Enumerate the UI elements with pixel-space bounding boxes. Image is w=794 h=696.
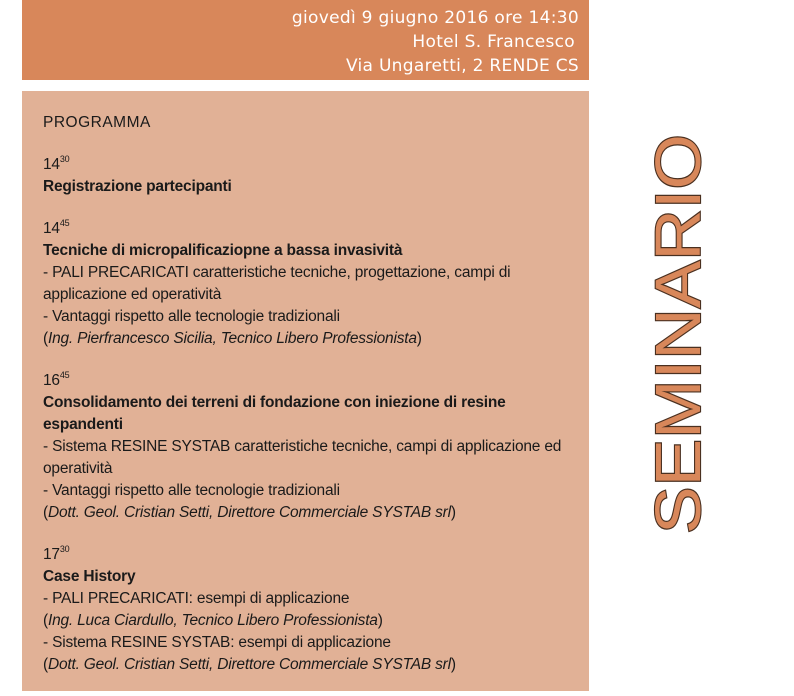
- program-panel: [22, 91, 589, 691]
- program-content: [43, 112, 571, 696]
- event-date: giovedì 9 giugno 2016 ore 14:30: [291, 8, 579, 28]
- session-case-history: [43, 544, 571, 676]
- session-speaker: (Dott. Geol. Cristian Setti, Direttore Commerciale SYSTAB srl): [43, 656, 456, 673]
- session-resins: [43, 370, 571, 524]
- session-title: Registrazione partecipanti: [43, 178, 232, 195]
- session-registration: [43, 154, 571, 198]
- session-item: - Sistema RESINE SYSTAB caratteristiche tecniche, campi di applicazione ed operatività: [43, 438, 562, 477]
- session-speaker: (Dott. Geol. Cristian Setti, Direttore Commerciale SYSTAB srl): [43, 504, 456, 521]
- event-header: [22, 0, 589, 80]
- session-item: - Vantaggi rispetto alle tecnologie tradizionali: [43, 308, 340, 325]
- session-item: - PALI PRECARICATI caratteristiche tecniche, progettazione, campi di applicazione ed operatività: [43, 264, 511, 303]
- session-speaker: (Ing. Pierfrancesco Sicilia, Tecnico Libero Professionista): [43, 330, 422, 347]
- session-item: - Vantaggi rispetto alle tecnologie tradizionali: [43, 482, 340, 499]
- session-time: $14^{30}$: [43, 153, 70, 173]
- seminario-text: SEMINARIO: [642, 174, 714, 534]
- session-speaker: (Ing. Luca Ciardullo, Tecnico Libero Professionista): [43, 612, 383, 629]
- seminario-vertical-title: [642, 131, 714, 537]
- event-venue: Hotel S. Francesco: [412, 32, 575, 52]
- session-time: $17^{30}$: [43, 543, 70, 563]
- session-time: $14^{45}$: [43, 217, 70, 237]
- session-micropiles: [43, 218, 571, 350]
- session-item: - PALI PRECARICATI: esempi di applicazione: [43, 590, 350, 607]
- session-title: Case History: [43, 568, 136, 585]
- session-title: Consolidamento dei terreni di fondazione con iniezione di resine espandenti: [43, 394, 506, 433]
- session-item: - Sistema RESINE SYSTAB: esempi di applicazione: [43, 634, 391, 651]
- session-title: Tecniche di micropalificaziopne a bassa invasività: [43, 242, 403, 259]
- event-address: Via Ungaretti, 2 RENDE CS: [345, 56, 579, 76]
- program-heading: PROGRAMMA: [43, 114, 151, 131]
- session-time: $16^{45}$: [43, 369, 70, 389]
